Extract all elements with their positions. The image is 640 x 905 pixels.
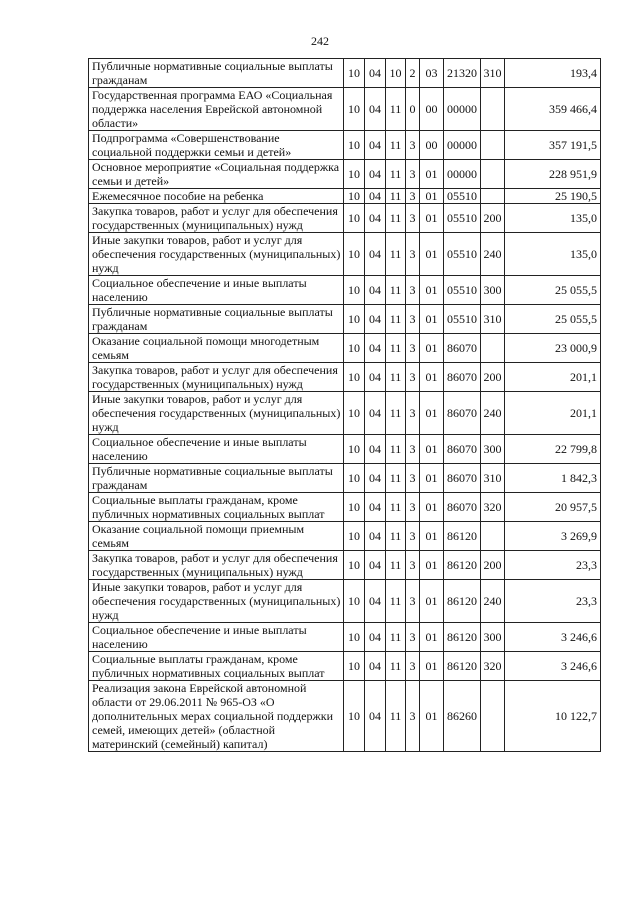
subsection-code: 04 — [365, 493, 386, 522]
subsection-code: 04 — [365, 204, 386, 233]
table-row — [89, 435, 601, 464]
subsection-code: 04 — [365, 233, 386, 276]
section-code: 10 — [344, 551, 365, 580]
direction-code: 86070 — [444, 493, 481, 522]
row-name: Оказание социальной помощи многодетным семьям — [89, 334, 344, 363]
direction-code: 86120 — [444, 522, 481, 551]
subprogram-code: 3 — [406, 652, 420, 681]
section-code: 10 — [344, 276, 365, 305]
section-code: 10 — [344, 681, 365, 752]
row-name: Публичные нормативные социальные выплаты гражданам — [89, 464, 344, 493]
table-row — [89, 493, 601, 522]
event-code: 01 — [420, 623, 444, 652]
table-row — [89, 59, 601, 88]
program-code: 11 — [386, 522, 406, 551]
event-code: 00 — [420, 88, 444, 131]
expense-type-code: 240 — [481, 233, 505, 276]
direction-code: 86120 — [444, 623, 481, 652]
event-code: 01 — [420, 392, 444, 435]
subsection-code: 04 — [365, 189, 386, 204]
direction-code: 00000 — [444, 160, 481, 189]
section-code: 10 — [344, 522, 365, 551]
table-row — [89, 681, 601, 752]
program-code: 11 — [386, 464, 406, 493]
row-name: Социальное обеспечение и иные выплаты населению — [89, 623, 344, 652]
expense-type-code: 320 — [481, 493, 505, 522]
amount: 3 269,9 — [505, 522, 601, 551]
expense-type-code: 310 — [481, 305, 505, 334]
amount: 201,1 — [505, 392, 601, 435]
table-row — [89, 551, 601, 580]
amount: 10 122,7 — [505, 681, 601, 752]
event-code: 01 — [420, 464, 444, 493]
section-code: 10 — [344, 131, 365, 160]
program-code: 11 — [386, 652, 406, 681]
expense-type-code: 320 — [481, 652, 505, 681]
expense-type-code — [481, 681, 505, 752]
subsection-code: 04 — [365, 160, 386, 189]
subsection-code: 04 — [365, 334, 386, 363]
subprogram-code: 0 — [406, 88, 420, 131]
expense-type-code — [481, 131, 505, 160]
section-code: 10 — [344, 305, 365, 334]
direction-code: 86070 — [444, 334, 481, 363]
program-code: 10 — [386, 59, 406, 88]
direction-code: 86070 — [444, 435, 481, 464]
event-code: 01 — [420, 233, 444, 276]
subprogram-code: 3 — [406, 522, 420, 551]
program-code: 11 — [386, 363, 406, 392]
amount: 23,3 — [505, 580, 601, 623]
table-row — [89, 392, 601, 435]
table-row — [89, 305, 601, 334]
table-row — [89, 522, 601, 551]
direction-code: 05510 — [444, 189, 481, 204]
amount: 25 190,5 — [505, 189, 601, 204]
program-code: 11 — [386, 392, 406, 435]
budget-table — [88, 58, 601, 752]
amount: 20 957,5 — [505, 493, 601, 522]
event-code: 01 — [420, 276, 444, 305]
row-name: Иные закупки товаров, работ и услуг для обеспечения государственных (муниципальных) нужд — [89, 580, 344, 623]
section-code: 10 — [344, 652, 365, 681]
subsection-code: 04 — [365, 305, 386, 334]
subprogram-code: 3 — [406, 580, 420, 623]
program-code: 11 — [386, 580, 406, 623]
table-row — [89, 623, 601, 652]
table-row — [89, 276, 601, 305]
event-code: 01 — [420, 363, 444, 392]
table-row — [89, 363, 601, 392]
direction-code: 05510 — [444, 233, 481, 276]
row-name: Закупка товаров, работ и услуг для обеспечения государственных (муниципальных) нужд — [89, 363, 344, 392]
subprogram-code: 3 — [406, 160, 420, 189]
subsection-code: 04 — [365, 551, 386, 580]
amount: 23,3 — [505, 551, 601, 580]
section-code: 10 — [344, 160, 365, 189]
amount: 1 842,3 — [505, 464, 601, 493]
direction-code: 00000 — [444, 88, 481, 131]
program-code: 11 — [386, 276, 406, 305]
amount: 22 799,8 — [505, 435, 601, 464]
subsection-code: 04 — [365, 392, 386, 435]
subprogram-code: 3 — [406, 276, 420, 305]
event-code: 01 — [420, 681, 444, 752]
table-row — [89, 189, 601, 204]
direction-code: 86120 — [444, 580, 481, 623]
direction-code: 05510 — [444, 276, 481, 305]
expense-type-code: 200 — [481, 551, 505, 580]
subsection-code: 04 — [365, 522, 386, 551]
amount: 135,0 — [505, 204, 601, 233]
row-name: Социальное обеспечение и иные выплаты населению — [89, 435, 344, 464]
section-code: 10 — [344, 189, 365, 204]
program-code: 11 — [386, 681, 406, 752]
program-code: 11 — [386, 189, 406, 204]
event-code: 01 — [420, 334, 444, 363]
program-code: 11 — [386, 160, 406, 189]
subsection-code: 04 — [365, 435, 386, 464]
row-name: Публичные нормативные социальные выплаты гражданам — [89, 59, 344, 88]
row-name: Реализация закона Еврейской автономной области от 29.06.2011 № 965-ОЗ «О дополнительных мерах социальной поддержки семей, имеющих детей» (областной материнский (семейный) капитал) — [89, 681, 344, 752]
direction-code: 86260 — [444, 681, 481, 752]
event-code: 00 — [420, 131, 444, 160]
row-name: Закупка товаров, работ и услуг для обеспечения государственных (муниципальных) нужд — [89, 551, 344, 580]
section-code: 10 — [344, 435, 365, 464]
program-code: 11 — [386, 334, 406, 363]
amount: 357 191,5 — [505, 131, 601, 160]
expense-type-code — [481, 334, 505, 363]
table-row — [89, 131, 601, 160]
section-code: 10 — [344, 204, 365, 233]
table-row — [89, 580, 601, 623]
subsection-code: 04 — [365, 580, 386, 623]
subprogram-code: 3 — [406, 551, 420, 580]
section-code: 10 — [344, 464, 365, 493]
amount: 23 000,9 — [505, 334, 601, 363]
expense-type-code: 300 — [481, 276, 505, 305]
subprogram-code: 3 — [406, 392, 420, 435]
subsection-code: 04 — [365, 623, 386, 652]
subprogram-code: 3 — [406, 435, 420, 464]
section-code: 10 — [344, 88, 365, 131]
row-name: Публичные нормативные социальные выплаты гражданам — [89, 305, 344, 334]
subprogram-code: 3 — [406, 363, 420, 392]
subsection-code: 04 — [365, 652, 386, 681]
row-name: Основное мероприятие «Социальная поддержка семьи и детей» — [89, 160, 344, 189]
table-row — [89, 160, 601, 189]
amount: 135,0 — [505, 233, 601, 276]
expense-type-code: 300 — [481, 623, 505, 652]
subprogram-code: 3 — [406, 233, 420, 276]
direction-code: 05510 — [444, 305, 481, 334]
subsection-code: 04 — [365, 276, 386, 305]
program-code: 11 — [386, 305, 406, 334]
subprogram-code: 3 — [406, 305, 420, 334]
section-code: 10 — [344, 392, 365, 435]
event-code: 01 — [420, 189, 444, 204]
row-name: Иные закупки товаров, работ и услуг для обеспечения государственных (муниципальных) нужд — [89, 392, 344, 435]
program-code: 11 — [386, 131, 406, 160]
subprogram-code: 3 — [406, 334, 420, 363]
row-name: Закупка товаров, работ и услуг для обеспечения государственных (муниципальных) нужд — [89, 204, 344, 233]
subprogram-code: 3 — [406, 189, 420, 204]
subprogram-code: 2 — [406, 59, 420, 88]
subprogram-code: 3 — [406, 464, 420, 493]
expense-type-code: 200 — [481, 363, 505, 392]
program-code: 11 — [386, 551, 406, 580]
event-code: 01 — [420, 551, 444, 580]
section-code: 10 — [344, 233, 365, 276]
direction-code: 21320 — [444, 59, 481, 88]
subprogram-code: 3 — [406, 204, 420, 233]
row-name: Государственная программа ЕАО «Социальная поддержка населения Еврейской автономной области» — [89, 88, 344, 131]
expense-type-code — [481, 88, 505, 131]
table-row — [89, 652, 601, 681]
event-code: 01 — [420, 493, 444, 522]
subsection-code: 04 — [365, 464, 386, 493]
expense-type-code: 310 — [481, 59, 505, 88]
subsection-code: 04 — [365, 59, 386, 88]
subsection-code: 04 — [365, 88, 386, 131]
direction-code: 86120 — [444, 551, 481, 580]
row-name: Социальное обеспечение и иные выплаты населению — [89, 276, 344, 305]
event-code: 01 — [420, 652, 444, 681]
direction-code: 86070 — [444, 363, 481, 392]
direction-code: 86070 — [444, 392, 481, 435]
amount: 201,1 — [505, 363, 601, 392]
program-code: 11 — [386, 435, 406, 464]
table-row — [89, 233, 601, 276]
direction-code: 86120 — [444, 652, 481, 681]
direction-code: 05510 — [444, 204, 481, 233]
table-row — [89, 88, 601, 131]
expense-type-code: 200 — [481, 204, 505, 233]
amount: 3 246,6 — [505, 623, 601, 652]
amount: 228 951,9 — [505, 160, 601, 189]
row-name: Социальные выплаты гражданам, кроме публичных нормативных социальных выплат — [89, 652, 344, 681]
expense-type-code — [481, 189, 505, 204]
event-code: 01 — [420, 522, 444, 551]
subprogram-code: 3 — [406, 623, 420, 652]
row-name: Ежемесячное пособие на ребенка — [89, 189, 344, 204]
section-code: 10 — [344, 334, 365, 363]
direction-code: 86070 — [444, 464, 481, 493]
program-code: 11 — [386, 88, 406, 131]
table-row — [89, 204, 601, 233]
subprogram-code: 3 — [406, 681, 420, 752]
amount: 193,4 — [505, 59, 601, 88]
event-code: 01 — [420, 305, 444, 334]
expense-type-code — [481, 522, 505, 551]
row-name: Подпрограмма «Совершенствование социальной поддержки семьи и детей» — [89, 131, 344, 160]
direction-code: 00000 — [444, 131, 481, 160]
amount: 359 466,4 — [505, 88, 601, 131]
section-code: 10 — [344, 493, 365, 522]
program-code: 11 — [386, 204, 406, 233]
expense-type-code: 240 — [481, 580, 505, 623]
amount: 25 055,5 — [505, 276, 601, 305]
row-name: Оказание социальной помощи приемным семьям — [89, 522, 344, 551]
subsection-code: 04 — [365, 681, 386, 752]
table-row — [89, 464, 601, 493]
row-name: Социальные выплаты гражданам, кроме публичных нормативных социальных выплат — [89, 493, 344, 522]
table-row — [89, 334, 601, 363]
subprogram-code: 3 — [406, 131, 420, 160]
event-code: 03 — [420, 59, 444, 88]
expense-type-code: 310 — [481, 464, 505, 493]
page-number: 242 — [311, 34, 329, 48]
section-code: 10 — [344, 363, 365, 392]
row-name: Иные закупки товаров, работ и услуг для обеспечения государственных (муниципальных) нужд — [89, 233, 344, 276]
expense-type-code: 240 — [481, 392, 505, 435]
event-code: 01 — [420, 204, 444, 233]
section-code: 10 — [344, 580, 365, 623]
subsection-code: 04 — [365, 131, 386, 160]
section-code: 10 — [344, 623, 365, 652]
amount: 3 246,6 — [505, 652, 601, 681]
expense-type-code: 300 — [481, 435, 505, 464]
program-code: 11 — [386, 493, 406, 522]
expense-type-code — [481, 160, 505, 189]
program-code: 11 — [386, 233, 406, 276]
event-code: 01 — [420, 435, 444, 464]
subsection-code: 04 — [365, 363, 386, 392]
table-body — [89, 59, 601, 752]
event-code: 01 — [420, 160, 444, 189]
section-code: 10 — [344, 59, 365, 88]
subprogram-code: 3 — [406, 493, 420, 522]
event-code: 01 — [420, 580, 444, 623]
program-code: 11 — [386, 623, 406, 652]
amount: 25 055,5 — [505, 305, 601, 334]
